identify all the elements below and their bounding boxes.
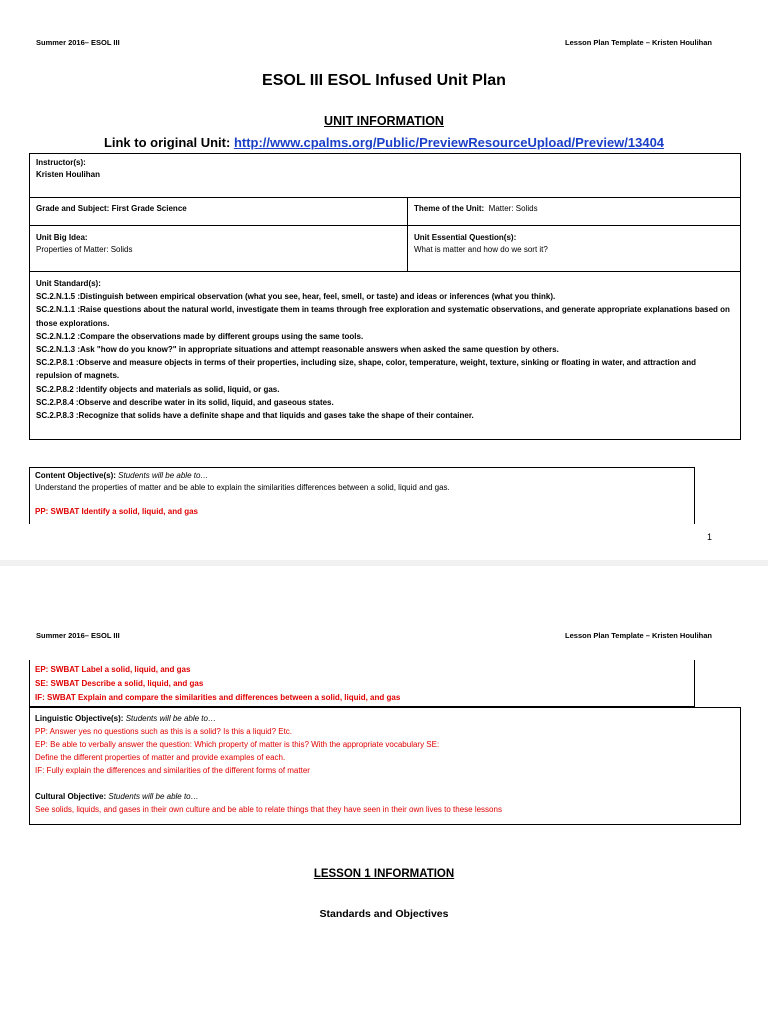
standard-item: SC.2.P.8.2 :Identify objects and materials as solid, liquid, or gas. (36, 384, 280, 394)
content-objective-se: SE: SWBAT Describe a solid, liquid, and gas (35, 679, 204, 688)
content-objective-if: IF: SWBAT Explain and compare the similarities and differences between a solid, liquid, and gas (35, 693, 401, 702)
content-objective-prompt: Students will be able to… (118, 471, 209, 480)
standard-item: SC.2.N.1.2 :Compare the observations made by different groups using the same tools. (36, 331, 364, 341)
unit-information-heading: UNIT INFORMATION (324, 114, 444, 128)
linguistic-objective-line: IF: Fully explain the differences and similarities of the different forms of matter (35, 766, 310, 775)
linguistic-objective-label: Linguistic Objective(s): (35, 714, 124, 723)
page-2 (0, 566, 768, 1024)
link-label: Link to original Unit: (103, 135, 234, 150)
lesson-1-heading: LESSON 1 INFORMATION (313, 868, 455, 880)
linguistic-objective-line: Define the different properties of matter and provide examples of each. (35, 753, 286, 762)
original-unit-link-line (0, 135, 768, 150)
cultural-objective-label: Cultural Objective: (35, 792, 107, 801)
header-left: Summer 2016– ESOL III (36, 38, 120, 47)
page-number: 1 (706, 532, 712, 542)
theme-cell (408, 198, 741, 226)
document-title: ESOL III ESOL Infused Unit Plan (262, 72, 506, 89)
header-right: Lesson Plan Template – Kristen Houlihan (565, 38, 712, 47)
essential-question-cell (408, 226, 741, 272)
standard-item: SC.2.N.1.5 :Distinguish between empirical observation (what you see, hear, feel, smell, or taste) and ideas or inferences (what you think). (36, 292, 556, 302)
linguistic-objective-line: EP: Be able to verbally answer the question: Which property of matter is this? With the appropriate vocabulary SE: (35, 740, 440, 749)
cultural-objective-header (35, 790, 735, 803)
standard-item: SC.2.P.8.3 :Recognize that solids have a definite shape and that liquids and gases take the shape of their container. (36, 411, 474, 421)
linguistic-cultural-objective-box (29, 707, 741, 825)
original-unit-link[interactable]: http://www.cpalms.org/Public/PreviewResourceUpload/Preview/13404 (233, 135, 665, 150)
unit-info-table (29, 153, 741, 440)
cultural-objective-prompt: Students will be able to… (108, 792, 199, 801)
linguistic-objective-header (35, 712, 735, 725)
standard-item: SC.2.N.1.3 :Ask "how do you know?" in appropriate situations and attempt reasonable answers when asked the same question by others. (36, 345, 559, 355)
standard-item: SC.2.N.1.1 :Raise questions about the natural world, investigate them in teams through free exploration and systematic observations, and generate appropriate explanations based on those explorations. (36, 305, 730, 328)
content-objective-box (29, 467, 695, 524)
theme-value: Matter: Solids (488, 204, 538, 213)
essential-question-label: Unit Essential Question(s): (414, 233, 517, 242)
big-idea-label: Unit Big Idea: (36, 233, 88, 242)
content-objective-header (35, 470, 689, 482)
linguistic-objective-prompt: Students will be able to… (125, 714, 216, 723)
big-idea-cell (30, 226, 408, 272)
header-right: Lesson Plan Template – Kristen Houlihan (565, 631, 712, 640)
standard-item: SC.2.P.8.1 :Observe and measure objects in terms of their properties, including size, shape, color, temperature, weight, texture, sinking or floating in water, and attraction and repulsion of magnets. (36, 358, 697, 381)
content-objective-label: Content Objective(s): (35, 471, 116, 480)
theme-label: Theme of the Unit: (414, 204, 485, 213)
content-objective-text: Understand the properties of matter and be able to explain the similarities differences between a solid, liquid and gas. (35, 483, 450, 492)
standard-item: SC.2.P.8.4 :Observe and describe water in its solid, liquid, and gaseous states. (36, 397, 334, 407)
essential-question-value: What is matter and how do we sort it? (414, 245, 548, 254)
header-left: Summer 2016– ESOL III (36, 631, 120, 640)
standards-cell (30, 272, 741, 440)
big-idea-value: Properties of Matter: Solids (36, 245, 133, 254)
instructor-value: Kristen Houlihan (36, 170, 101, 179)
cultural-objective-text: See solids, liquids, and gases in their own culture and be able to relate things that they have seen in their own lives to these lessons (35, 805, 502, 814)
content-objective-pp: PP: SWBAT Identify a solid, liquid, and gas (35, 507, 198, 516)
standards-label: Unit Standard(s): (36, 279, 101, 288)
standards-objectives-heading: Standards and Objectives (319, 908, 449, 920)
grade-cell (30, 198, 408, 226)
instructor-cell (30, 154, 741, 198)
content-objective-ep: EP: SWBAT Label a solid, liquid, and gas (35, 665, 191, 674)
content-objective-continued-box (29, 660, 695, 707)
grade-label: Grade and Subject: First Grade Science (36, 204, 187, 213)
linguistic-objective-line: PP: Answer yes no questions such as this is a solid? Is this a liquid? Etc. (35, 727, 293, 736)
instructor-label: Instructor(s): (36, 158, 86, 167)
